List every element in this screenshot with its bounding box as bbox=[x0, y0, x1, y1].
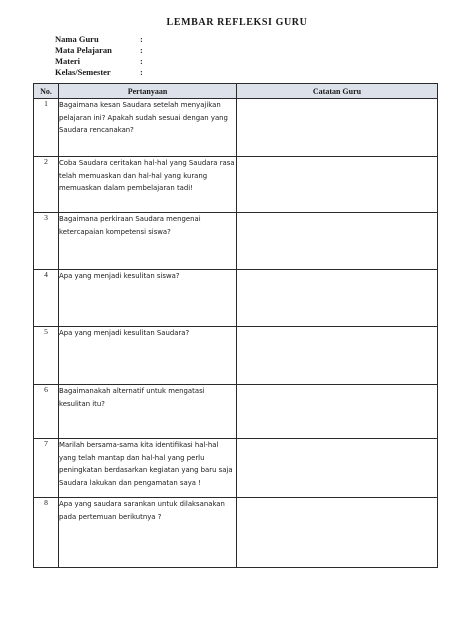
question-text: Bagaimana kesan Saudara setelah menyajikan pelajaran ini? Apakah sudah sesuai dengan yang Saudara rencanakan? bbox=[59, 99, 237, 157]
notes-cell[interactable] bbox=[237, 439, 438, 498]
notes-cell[interactable] bbox=[237, 327, 438, 385]
page-title: LEMBAR REFLEKSI GURU bbox=[166, 17, 308, 28]
row-number: 8 bbox=[34, 498, 59, 568]
row-number: 6 bbox=[34, 385, 59, 439]
notes-cell[interactable] bbox=[237, 99, 438, 157]
question-text: Bagaimanakah alternatif untuk mengatasi kesulitan itu? bbox=[59, 385, 237, 439]
info-label: Mata Pelajaran bbox=[55, 45, 112, 55]
table-row bbox=[34, 327, 438, 385]
header-notes: Catatan Guru bbox=[237, 84, 438, 99]
info-colon: : bbox=[140, 56, 143, 66]
row-number: 7 bbox=[34, 439, 59, 498]
row-number: 1 bbox=[34, 99, 59, 157]
notes-cell[interactable] bbox=[237, 385, 438, 439]
table-row bbox=[34, 385, 438, 439]
table-header-row bbox=[34, 84, 438, 99]
info-row-subject bbox=[55, 45, 150, 56]
question-text: Apa yang menjadi kesulitan Saudara? bbox=[59, 327, 237, 385]
info-row-teacher-name bbox=[55, 34, 150, 45]
question-text: Apa yang saudara sarankan untuk dilaksanakan pada pertemuan berikutnya ? bbox=[59, 498, 237, 568]
header-question: Pertanyaan bbox=[59, 84, 237, 99]
info-label: Nama Guru bbox=[55, 34, 99, 44]
table-row bbox=[34, 498, 438, 568]
question-text: Marilah bersama-sama kita identifikasi hal-hal yang telah mantap dan hal-hal yang perlu peningkatan berdasarkan kegiatan yang baru saja Saudara lakukan dan pengamatan saya ! bbox=[59, 439, 237, 498]
header-no: No. bbox=[34, 84, 59, 99]
row-number: 3 bbox=[34, 213, 59, 270]
info-row-class-semester bbox=[55, 67, 150, 78]
info-colon: : bbox=[140, 34, 143, 44]
info-row-material bbox=[55, 56, 150, 67]
question-text: Apa yang menjadi kesulitan siswa? bbox=[59, 270, 237, 327]
row-number: 5 bbox=[34, 327, 59, 385]
reflection-table bbox=[33, 83, 438, 568]
notes-cell[interactable] bbox=[237, 498, 438, 568]
info-colon: : bbox=[140, 67, 143, 77]
table-row bbox=[34, 270, 438, 327]
info-colon: : bbox=[140, 45, 143, 55]
notes-cell[interactable] bbox=[237, 157, 438, 213]
question-text: Bagaimana perkiraan Saudara mengenai ketercapaian kompetensi siswa? bbox=[59, 213, 237, 270]
question-text: Coba Saudara ceritakan hal-hal yang Saudara rasa telah memuaskan dan hal-hal yang kurang memuaskan dalam pembelajaran tadi! bbox=[59, 157, 237, 213]
row-number: 4 bbox=[34, 270, 59, 327]
table-row bbox=[34, 99, 438, 157]
table-row bbox=[34, 213, 438, 270]
info-label: Kelas/Semester bbox=[55, 67, 111, 77]
table-row bbox=[34, 439, 438, 498]
notes-cell[interactable] bbox=[237, 270, 438, 327]
row-number: 2 bbox=[34, 157, 59, 213]
notes-cell[interactable] bbox=[237, 213, 438, 270]
info-label: Materi bbox=[55, 56, 81, 66]
identity-block bbox=[55, 34, 150, 78]
table-row bbox=[34, 157, 438, 213]
